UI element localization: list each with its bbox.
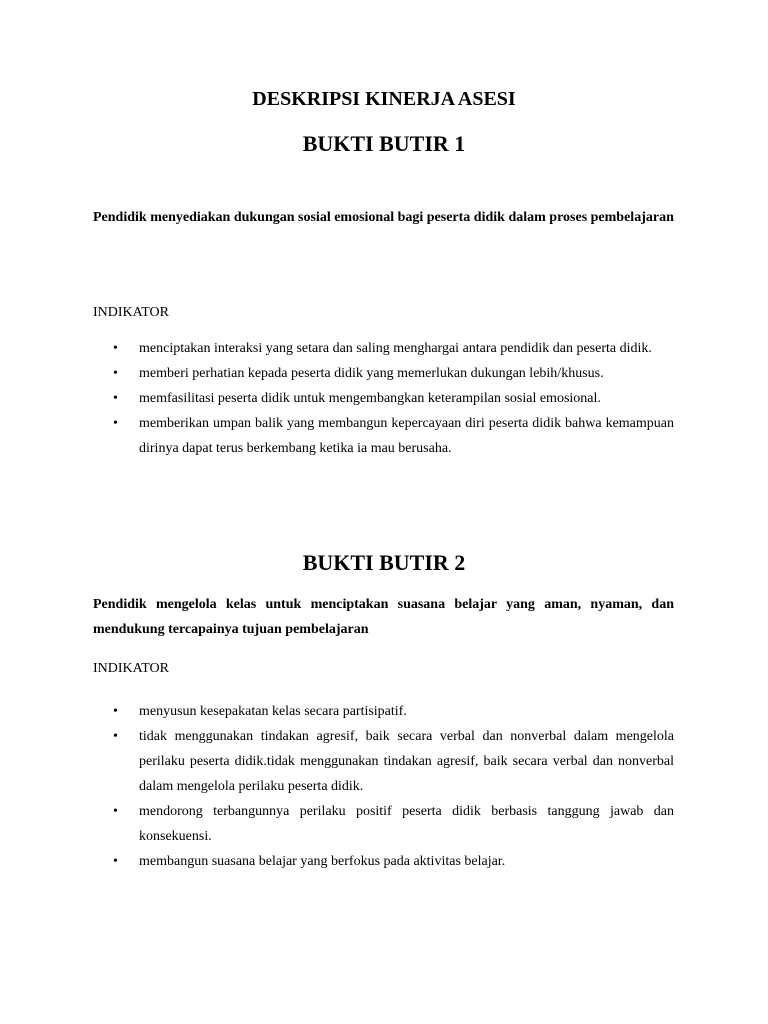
bullet-icon: •	[113, 854, 118, 869]
section-1-indicator-label: INDIKATOR	[93, 305, 169, 320]
list-item-text: menciptakan interaksi yang setara dan saling menghargai antara pendidik dan peserta didik.	[139, 341, 652, 356]
list-item	[93, 849, 674, 874]
list-item	[93, 699, 674, 724]
section-2-indicator-label: INDIKATOR	[93, 661, 169, 676]
list-item	[93, 386, 674, 411]
bullet-icon: •	[113, 729, 118, 744]
bullet-icon: •	[113, 704, 118, 719]
bullet-icon: •	[113, 366, 118, 381]
section-2-indicator-list	[93, 699, 674, 874]
section-1-heading: BUKTI BUTIR 1	[302, 131, 466, 156]
list-item-text: memfasilitasi peserta didik untuk mengembangkan keterampilan sosial emosional.	[139, 391, 601, 406]
list-item-text: memberi perhatian kepada peserta didik yang memerlukan dukungan lebih/khusus.	[139, 366, 604, 381]
list-item	[93, 799, 674, 849]
list-item	[93, 411, 674, 461]
list-item	[93, 361, 674, 386]
section-2-heading: BUKTI BUTIR 2	[302, 550, 466, 575]
document-title: DESKRIPSI KINERJA ASESI	[252, 88, 516, 110]
list-item-text: tidak menggunakan tindakan agresif, baik secara verbal dan nonverbal dalam mengelola perilaku peserta didik.tidak menggunakan tindakan agresif, baik secara verbal dan nonverbal dalam mengelola perilaku peserta didik.	[139, 729, 674, 794]
section-2-statement: Pendidik mengelola kelas untuk menciptakan suasana belajar yang aman, nyaman, dan mendukung tercapainya tujuan pembelajaran	[93, 597, 674, 637]
list-item	[93, 724, 674, 799]
list-item-text: mendorong terbangunnya perilaku positif peserta didik berbasis tanggung jawab dan konsekuensi.	[139, 804, 674, 844]
section-1-statement: Pendidik menyediakan dukungan sosial emosional bagi peserta didik dalam proses pembelajaran	[93, 210, 674, 225]
bullet-icon: •	[113, 804, 118, 819]
list-item	[93, 336, 674, 361]
bullet-icon: •	[113, 416, 118, 431]
section-1-indicator-list	[93, 336, 674, 461]
list-item-text: membangun suasana belajar yang berfokus pada aktivitas belajar.	[139, 854, 506, 869]
bullet-icon: •	[113, 341, 118, 356]
bullet-icon: •	[113, 391, 118, 406]
list-item-text: memberikan umpan balik yang membangun kepercayaan diri peserta didik bahwa kemampuan dirinya dapat terus berkembang ketika ia mau berusaha.	[139, 416, 674, 456]
list-item-text: menyusun kesepakatan kelas secara partisipatif.	[139, 704, 407, 719]
